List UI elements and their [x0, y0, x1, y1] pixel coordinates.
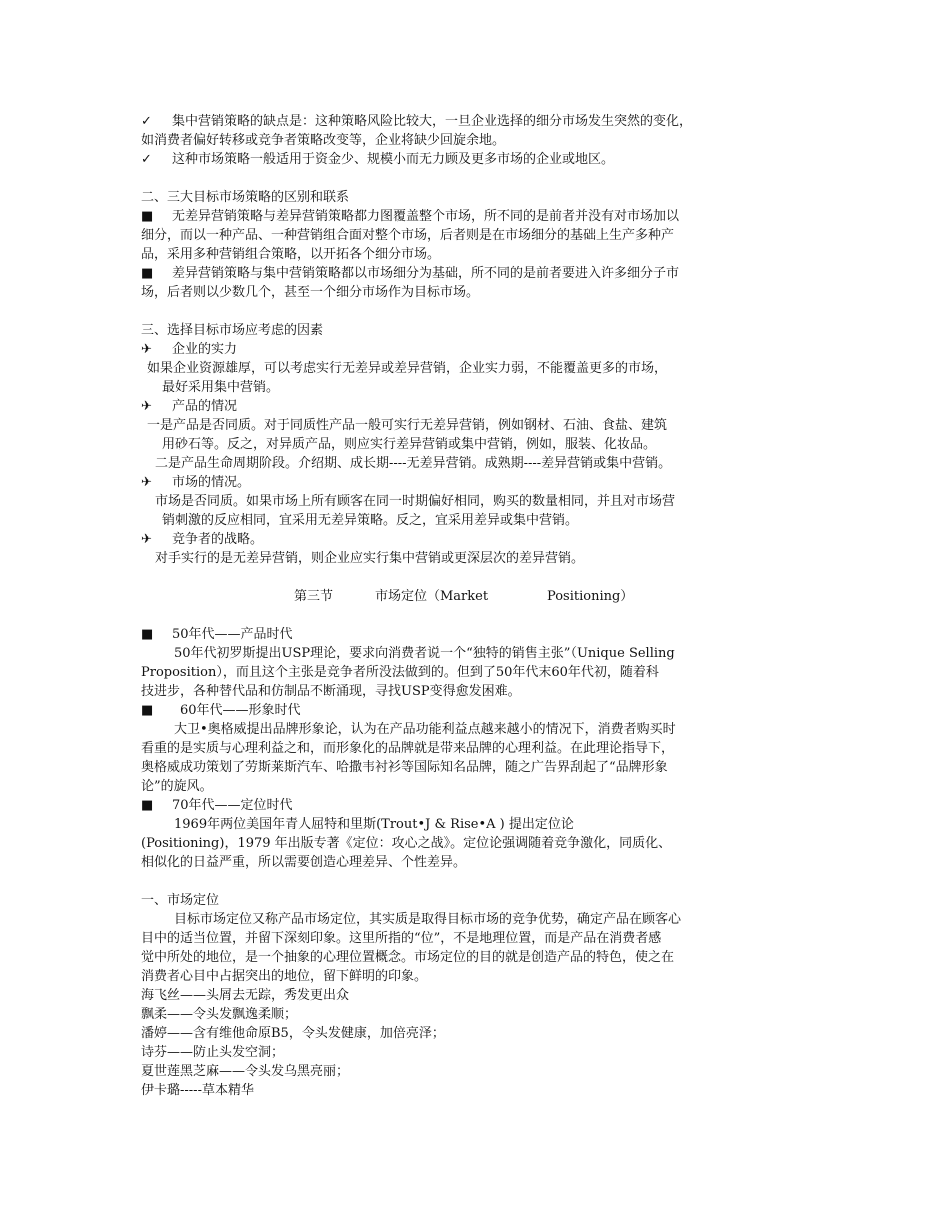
era-2-title: 60年代——形象时代	[180, 703, 301, 718]
positioning-line-4: 消费者心目中占据突出的地位，留下鲜明的印象。	[141, 969, 428, 984]
factor-1-line-2: 最好采用集中营销。	[162, 380, 280, 395]
factor-3-line-2: 销刺激的反应相同，宜采用无差异策略。反之，宜采用差异或集中营销。	[162, 513, 579, 528]
section-title-en: Positioning）	[547, 589, 634, 604]
era-1-line-1: 50年代初罗斯提出USP理论，要求向消费者说一个“独特的销售主张”（Unique Selling	[174, 646, 675, 661]
factor-2-title: 产品的情况	[172, 399, 238, 414]
s2-item-1-line-1: 无差异营销策略与差异营销策略都力图覆盖整个市场，所不同的是前者并没有对市场加以	[172, 209, 680, 224]
note-1-line-1: 集中营销策略的缺点是：这种策略风险比较大，一旦企业选择的细分市场发生突然的变化，	[172, 114, 693, 129]
brand-example: 飘柔——令头发飘逸柔顺；	[141, 1007, 298, 1022]
section-3-heading: 三、选择目标市场应考虑的因素	[141, 323, 324, 338]
square-bullet-icon: ■	[141, 703, 154, 718]
era-2-line-3: 奥格威成功策划了劳斯莱斯汽车、哈撒韦衬衫等国际知名品牌，随之广告界刮起了“品牌形象	[141, 760, 668, 775]
positioning-line-2: 目中的适当位置，并留下深刻印象。这里所指的“位”，不是地理位置，而是产品在消费者感	[141, 931, 662, 946]
note-2-line-1: 这种市场策略一般适用于资金少、规模小而无力顾及更多市场的企业或地区。	[172, 152, 615, 167]
section-number: 第三节	[294, 589, 334, 604]
era-2-line-4: 论”的旋风。	[141, 779, 213, 794]
factor-1-title: 企业的实力	[172, 342, 238, 357]
square-bullet-icon: ■	[141, 627, 154, 642]
positioning-line-3: 觉中所处的地位，是一个抽象的心理位置概念。市场定位的目的就是创造产品的特色，使之在	[141, 950, 675, 965]
brand-example: 诗芬——防止头发空洞；	[141, 1045, 285, 1060]
factor-2-line-3: 二是产品生命周期阶段。介绍期、成长期----无差异营销。成熟期----差异营销或集中营销。	[155, 456, 672, 471]
brand-example: 夏世莲黑芝麻——令头发乌黑亮丽；	[141, 1064, 350, 1079]
era-1-line-3: 技进步，各种替代品和仿制品不断涌现，寻找USP变得愈发困难。	[141, 684, 521, 699]
era-1-title: 50年代——产品时代	[172, 627, 293, 642]
section-2-heading: 二、三大目标市场策略的区别和联系	[141, 190, 350, 205]
plane-icon: ✈	[141, 475, 152, 490]
era-2-line-2: 看重的是实质与心理利益之和，而形象化的品牌就是带来品牌的心理利益。在此理论指导下，	[141, 741, 675, 756]
s2-item-1-line-3: 品，采用多种营销组合策略，以开拓各个细分市场。	[141, 247, 441, 262]
square-bullet-icon: ■	[141, 798, 154, 813]
brand-example: 潘婷——含有维他命原B5，令头发健康，加倍亮泽；	[141, 1026, 445, 1041]
check-icon: ✓	[141, 114, 152, 129]
factor-4-title: 竞争者的战略。	[172, 532, 264, 547]
era-3-title: 70年代——定位时代	[172, 798, 293, 813]
s2-item-2-line-1: 差异营销策略与集中营销策略都以市场细分为基础，所不同的是前者要进入许多细分子市	[172, 266, 680, 281]
plane-icon: ✈	[141, 532, 152, 547]
s2-item-1-line-2: 细分，而以一种产品、一种营销组合面对整个市场，后者则是在市场细分的基础上生产多种产	[141, 228, 675, 243]
factor-3-line-1: 市场是否同质。如果市场上所有顾客在同一时期偏好相同，购买的数量相同，并且对市场营	[155, 494, 676, 509]
brand-example: 伊卡璐-----草本精华	[141, 1083, 254, 1098]
positioning-heading: 一、市场定位	[141, 893, 220, 908]
plane-icon: ✈	[141, 399, 152, 414]
plane-icon: ✈	[141, 342, 152, 357]
note-1-line-2: 如消费者偏好转移或竞争者策略改变等，企业将缺少回旋余地。	[141, 133, 506, 148]
s2-item-2-line-2: 场，后者则以少数几个，甚至一个细分市场作为目标市场。	[141, 285, 480, 300]
era-3-line-1: 1969年两位美国年青人屈特和里斯(Trout•J & Rise•A ) 提出定位论	[174, 817, 574, 832]
factor-3-title: 市场的情况。	[172, 475, 251, 490]
era-1-line-2: Proposition），而且这个主张是竞争者所没法做到的。但到了50年代末60年代初，随着科	[141, 665, 659, 680]
era-2-line-1: 大卫•奥格威提出品牌形象论，认为在产品功能利益点越来越小的情况下，消费者购买时	[174, 722, 676, 737]
check-icon: ✓	[141, 152, 152, 167]
era-3-line-2: (Positioning)，1979 年出版专著《定位：攻心之战》。定位论强调随着竞争激化，同质化、	[141, 836, 672, 851]
era-3-line-3: 相似化的日益严重，所以需要创造心理差异、个性差异。	[141, 855, 467, 870]
section-title-cn: 市场定位（Market	[375, 589, 489, 604]
positioning-line-1: 目标市场定位又称产品市场定位，其实质是取得目标市场的竞争优势，确定产品在顾客心	[174, 912, 682, 927]
factor-1-line-1: 如果企业资源雄厚，可以考虑实行无差异或差异营销，企业实力弱，不能覆盖更多的市场，	[147, 361, 668, 376]
factor-2-line-1: 一是产品是否同质。对于同质性产品一般可实行无差异营销，例如钢材、石油、食盐、建筑	[147, 418, 668, 433]
factor-2-line-2: 用砂石等。反之，对异质产品，则应实行差异营销或集中营销，例如，服装、化妆品。	[162, 437, 657, 452]
factor-4-line-1: 对手实行的是无差异营销，则企业应实行集中营销或更深层次的差异营销。	[155, 551, 585, 566]
brand-example: 海飞丝——头屑去无踪，秀发更出众	[141, 988, 350, 1003]
square-bullet-icon: ■	[141, 209, 154, 224]
square-bullet-icon: ■	[141, 266, 154, 281]
